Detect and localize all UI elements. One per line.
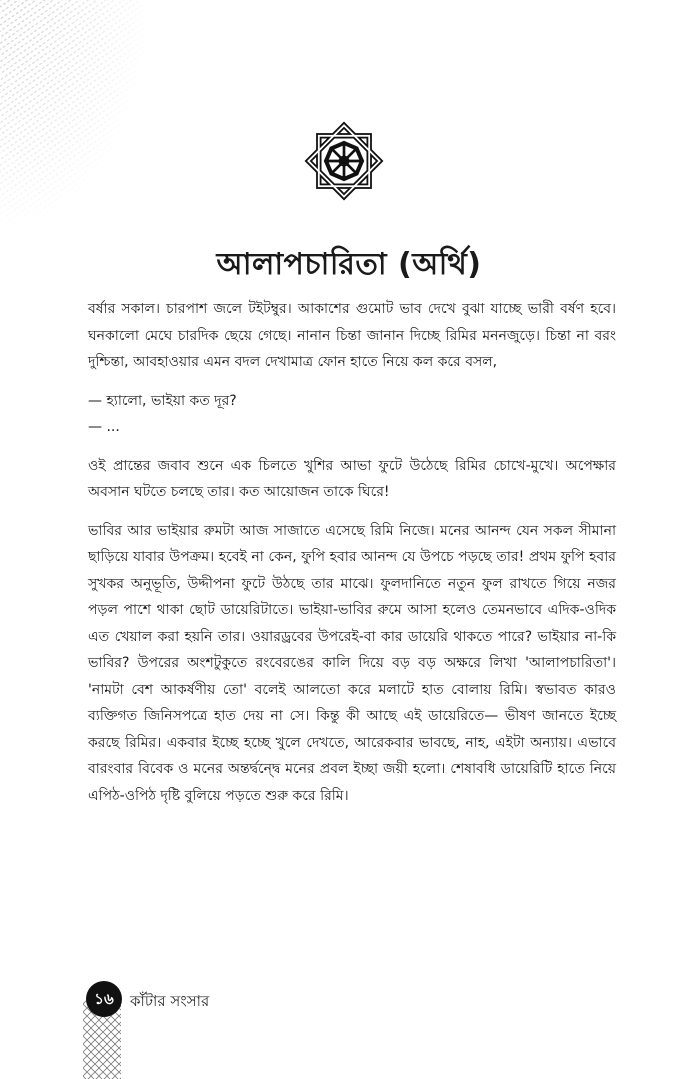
geometric-ornament-icon <box>299 116 389 206</box>
chapter-title: আলাপচারিতা (অর্থি) <box>216 247 482 282</box>
running-book-title: কাঁটার সংসার <box>130 992 210 1010</box>
chapter-body <box>88 296 616 815</box>
paragraph-3: ভাবির আর ভাইয়ার রুমটা আজ সাজাতে এসেছে রিমি নিজে। মনের আনন্দ যেন সকল সীমানা ছাড়িয়ে যাবার উপক্রম। হবেই না কেন, ফুপি হবার আনন্দ যে উপচে পড়ছে তার! প্রথম ফুপি হবার সুখকর অনুভূতি, উদ্দীপনা ফুটে উঠছে তার মাঝে। ফুলদানিতে নতুন ফুল রাখতে গিয়ে নজর পড়ল পাশে থাকা ছোট ডায়েরিটাতে। ভাইয়া-ভাবির রুমে আসা হলেও তেমনভাবে এদিক-ওদিক এত খেয়াল করা হয়নি তার। ওয়ারড্রবের উপরেই-বা কার ডায়েরি থাকতে পারে? ভাইয়ার না-কি ভাবির? উপরের অংশটুকুতে রংবেরঙের কালি দিয়ে বড় বড় অক্ষরে লিখা 'আলাপচারিতা'। 'নামটা বেশ আকর্ষণীয় তো' বলেই আলতো করে মলাটে হাত বোলায় রিমি। স্বভাবত কারও ব্যক্তিগত জিনিসপত্রে হাত দেয় না সে। কিন্তু কী আছে এই ডায়েরিতে— ভীষণ জানতে ইচ্ছে করছে রিমির। একবার ইচ্ছে হচ্ছে খুলে দেখতে, আরেকবার ভাবছে, নাহ, এইটা অন্যায়। এভাবে বারংবার বিবেক ও মনের অন্তর্দ্বন্দ্বে মনের প্রবল ইচ্ছা জয়ী হলো। শেষাবধি ডায়েরিটি হাতে নিয়ে এপিঠ-ওপিঠ দৃষ্টি বুলিয়ে পড়তে শুরু করে রিমি। <box>88 522 616 804</box>
paragraph-2: ওই প্রান্তের জবাব শুনে এক চিলতে খুশির আভা ফুটে উঠেছে রিমির চোখে-মুখে। অপেক্ষার অবসান ঘটতে চলছে তার। কত আয়োজন তাকে ঘিরে! <box>88 457 616 500</box>
corner-halftone-decoration <box>0 0 150 230</box>
page-number-badge: ১৬ <box>86 981 122 1017</box>
paragraph-1: বর্ষার সকাল। চারপাশ জলে টইটম্বুর। আকাশের গুমোট ভাব দেখে বুঝা যাচ্ছে ভারী বর্ষণ হবে। ঘনকালো মেঘে চারদিক ছেয়ে গেছে। নানান চিন্তা জানান দিচ্ছে রিমির মননজুড়ে। চিন্তা না বরং দুশ্চিন্তা, আবহাওয়ার এমন বদল দেখামাত্র ফোন হাতে নিয়ে কল করে বসল, <box>88 301 616 370</box>
dialogue-line-1: — হ্যালো, ভাইয়া কত দূর? <box>88 392 237 409</box>
dialogue-line-2: — ... <box>88 419 120 435</box>
